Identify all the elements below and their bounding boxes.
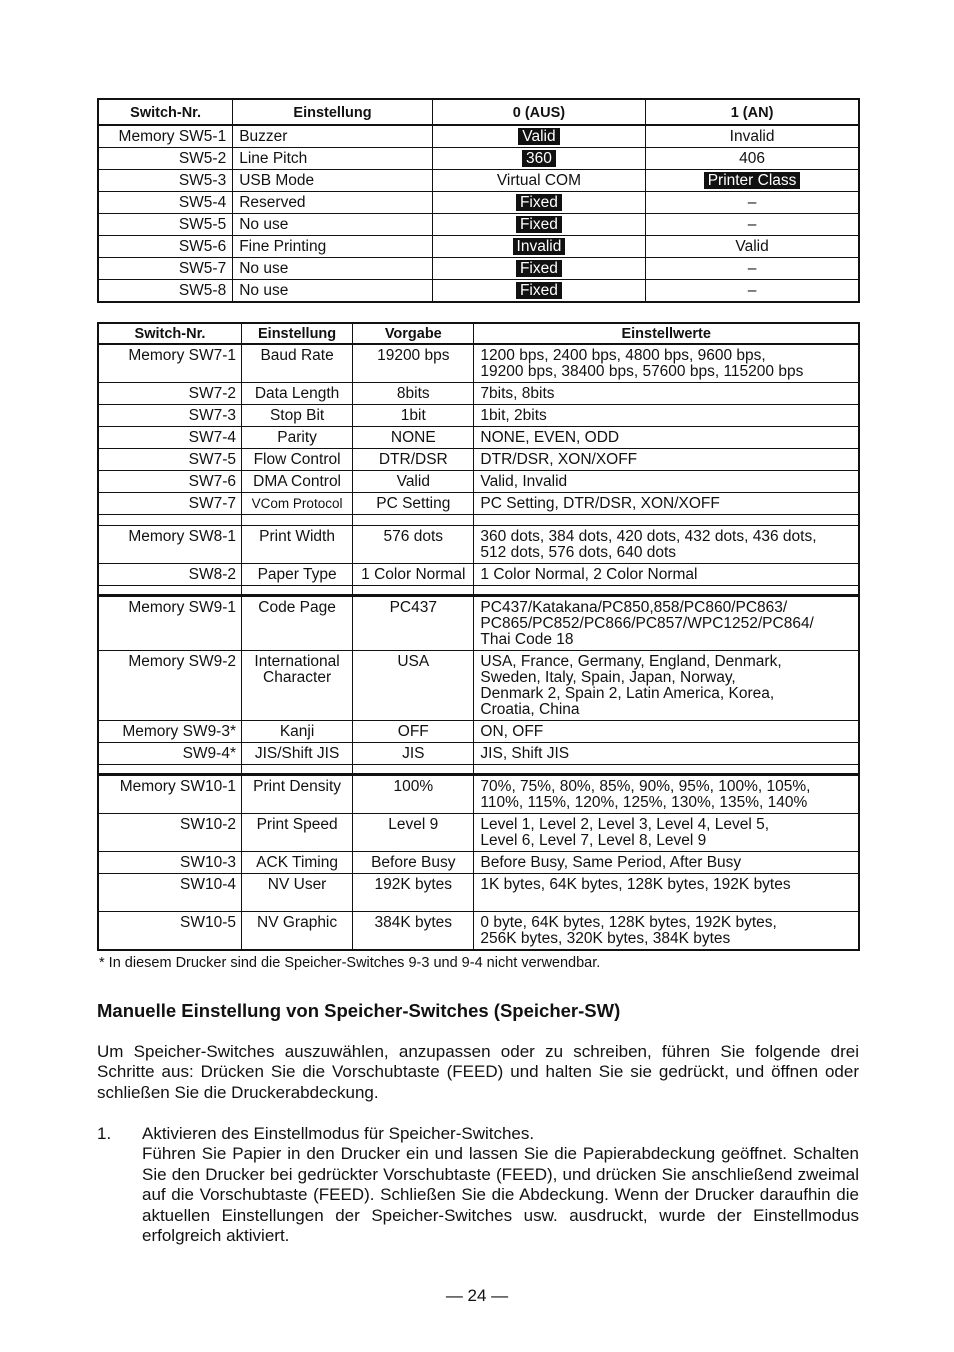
on-cell: 406 [646, 148, 859, 170]
setting-cell: Kanji [242, 721, 353, 743]
setting-cell: Fine Printing [233, 236, 433, 258]
default-highlight: Fixed [516, 216, 562, 233]
spacer-row [98, 515, 859, 526]
setting-cell: DMA Control [242, 471, 353, 493]
values-cell [474, 775, 859, 814]
setting-cell: VCom Protocol [242, 493, 353, 515]
spacer-cell [98, 765, 242, 775]
default-highlight: Fixed [516, 260, 562, 277]
setting-line: International [254, 653, 340, 670]
on-cell: – [646, 214, 859, 236]
switch-cell: SW10-4 [98, 874, 242, 912]
switch-cell: Memory SW9-1 [98, 596, 242, 651]
page-number: — 24 — [445, 1286, 509, 1305]
spacer-row [98, 586, 859, 596]
spacer-cell [242, 765, 353, 775]
off-cell [432, 148, 645, 170]
table-row [98, 214, 859, 236]
switch-cell: SW9-4* [98, 743, 242, 765]
switch-cell: SW10-3 [98, 852, 242, 874]
default-highlight: Fixed [516, 282, 562, 299]
spacer-cell [242, 515, 353, 526]
on-cell: – [646, 280, 859, 303]
switch-cell: SW5-4 [98, 192, 233, 214]
values-cell: PC Setting, DTR/DSR, XON/XOFF [474, 493, 859, 515]
spacer-row [98, 765, 859, 775]
off-cell [432, 125, 645, 148]
values-line: Sweden, Italy, Spain, Japan, Norway, [480, 669, 736, 686]
table-row [98, 471, 859, 493]
default-cell: 384K bytes [353, 912, 474, 951]
setting-cell: Baud Rate [242, 344, 353, 383]
table-row [98, 170, 859, 192]
table-row [98, 344, 859, 383]
header-default: Vorgabe [353, 323, 474, 344]
off-cell [432, 192, 645, 214]
table-row [98, 280, 859, 303]
default-cell: PC Setting [353, 493, 474, 515]
switch-cell: SW5-3 [98, 170, 233, 192]
on-cell: Valid [646, 236, 859, 258]
table-row [98, 427, 859, 449]
default-cell: Valid [353, 471, 474, 493]
table-header-row [98, 99, 859, 125]
spacer-cell [98, 586, 242, 596]
default-cell: 100% [353, 775, 474, 814]
switch-cell: SW5-2 [98, 148, 233, 170]
step-body: Führen Sie Papier in den Drucker ein und lassen Sie die Papierabdeckung geöffnet. Schalten Sie den Drucker bei gedrückter Vorschubtaste (FEED), und drücken Sie anschließend zweimal auf die Vorschubtaste (FEED). Schließen Sie die Abdeckung. Wenn der Drucker daraufhin die aktuellen Einstellungen der Speicher-Switches usw. ausdruckt, wurde der Einstellmodus erfolgreich aktiviert. [142, 1144, 859, 1246]
setting-cell: Line Pitch [233, 148, 433, 170]
default-cell: 8bits [353, 383, 474, 405]
off-cell [432, 280, 645, 303]
values-line: 19200 bps, 38400 bps, 57600 bps, 115200 bps [480, 363, 804, 380]
switch-cell: Memory SW10-1 [98, 775, 242, 814]
off-cell [432, 214, 645, 236]
setting-cell: Buzzer [233, 125, 433, 148]
off-cell [432, 236, 645, 258]
table-row [98, 743, 859, 765]
table-row [98, 874, 859, 912]
memory-sw5-table [97, 98, 860, 303]
on-cell: – [646, 192, 859, 214]
values-line: 512 dots, 576 dots, 640 dots [480, 544, 677, 561]
switch-cell: SW10-5 [98, 912, 242, 951]
switch-cell: SW10-2 [98, 814, 242, 852]
intro-paragraph: Um Speicher-Switches auszuwählen, anzupassen oder zu schreiben, führen Sie folgende drei Schritte aus: Drücken Sie die Vorschubtaste (FEED) und halten Sie sie gedrückt, und öffnen oder schließen Sie die Druckerabdeckung. [97, 1042, 859, 1102]
values-cell: ON, OFF [474, 721, 859, 743]
header-switch: Switch-Nr. [98, 323, 242, 344]
setting-cell: Paper Type [242, 564, 353, 586]
table-row [98, 192, 859, 214]
values-line: Denmark 2, Spain 2, Latin America, Korea, [480, 685, 775, 702]
default-cell: 576 dots [353, 526, 474, 564]
setting-cell: No use [233, 258, 433, 280]
header-setting: Einstellung [233, 99, 433, 125]
switch-cell: SW8-2 [98, 564, 242, 586]
table-row [98, 721, 859, 743]
header-on: 1 (AN) [646, 99, 859, 125]
setting-line: Character [263, 669, 332, 686]
memory-sw7-10-table [97, 322, 860, 951]
default-cell: NONE [353, 427, 474, 449]
setting-cell: Code Page [242, 596, 353, 651]
values-cell: 7bits, 8bits [474, 383, 859, 405]
setting-cell [242, 651, 353, 721]
values-line: USA, France, Germany, England, Denmark, [480, 653, 782, 670]
switch-cell: SW5-5 [98, 214, 233, 236]
on-cell: – [646, 258, 859, 280]
on-cell [646, 170, 859, 192]
values-line: PC865/PC852/PC866/PC857/WPC1252/PC864/ [480, 615, 814, 632]
values-cell: Valid, Invalid [474, 471, 859, 493]
switch-cell: Memory SW9-3* [98, 721, 242, 743]
table-row [98, 148, 859, 170]
table-row [98, 449, 859, 471]
table-footnote: * In diesem Drucker sind die Speicher-Switches 9-3 und 9-4 nicht verwendbar. [99, 955, 601, 971]
values-line: 360 dots, 384 dots, 420 dots, 432 dots, 436 dots, [480, 528, 817, 545]
values-line: Level 1, Level 2, Level 3, Level 4, Level 5, [480, 816, 770, 833]
table-row [98, 493, 859, 515]
header-values: Einstellwerte [474, 323, 859, 344]
values-line: 256K bytes, 320K bytes, 384K bytes [480, 930, 731, 947]
table-row [98, 405, 859, 427]
section-heading: Manuelle Einstellung von Speicher-Switches (Speicher-SW) [97, 1000, 621, 1021]
off-cell [432, 258, 645, 280]
values-line: 0 byte, 64K bytes, 128K bytes, 192K bytes, [480, 914, 777, 931]
setting-cell: JIS/Shift JIS [242, 743, 353, 765]
values-line: Thai Code 18 [480, 631, 574, 648]
switch-prefix: Memory [118, 127, 175, 145]
spacer-cell [474, 586, 859, 596]
off-cell: Virtual COM [432, 170, 645, 192]
setting-cell: Print Speed [242, 814, 353, 852]
values-line: 1200 bps, 2400 bps, 4800 bps, 9600 bps, [480, 347, 766, 364]
default-highlight: Valid [518, 128, 559, 145]
default-highlight: Invalid [513, 238, 566, 255]
spacer-cell [474, 765, 859, 775]
default-cell: Level 9 [353, 814, 474, 852]
values-line: 110%, 115%, 120%, 125%, 130%, 135%, 140% [480, 794, 808, 811]
default-cell: 1 Color Normal [353, 564, 474, 586]
setting-cell: NV Graphic [242, 912, 353, 951]
values-cell [474, 344, 859, 383]
values-cell: Before Busy, Same Period, After Busy [474, 852, 859, 874]
default-cell: JIS [353, 743, 474, 765]
spacer-cell [474, 515, 859, 526]
values-cell: 1bit, 2bits [474, 405, 859, 427]
default-cell: 19200 bps [353, 344, 474, 383]
setting-cell: USB Mode [233, 170, 433, 192]
values-cell [474, 526, 859, 564]
spacer-cell [98, 515, 242, 526]
table-header-row [98, 323, 859, 344]
setting-cell: No use [233, 280, 433, 303]
spacer-cell [242, 586, 353, 596]
default-cell: OFF [353, 721, 474, 743]
default-highlight: 360 [522, 150, 556, 167]
switch-cell: Memory SW7-1 [98, 344, 242, 383]
values-cell [474, 651, 859, 721]
setting-cell: Parity [242, 427, 353, 449]
values-cell [474, 814, 859, 852]
values-cell: JIS, Shift JIS [474, 743, 859, 765]
values-cell [474, 596, 859, 651]
header-off: 0 (AUS) [432, 99, 645, 125]
table-row [98, 564, 859, 586]
switch-cell: SW5-6 [98, 236, 233, 258]
table-row [98, 258, 859, 280]
step-title: Aktivieren des Einstellmodus für Speicher-Switches. [142, 1124, 535, 1143]
setting-cell: Reserved [233, 192, 433, 214]
table-row [98, 526, 859, 564]
default-cell: USA [353, 651, 474, 721]
switch-cell: SW7-6 [98, 471, 242, 493]
default-cell: DTR/DSR [353, 449, 474, 471]
setting-cell: ACK Timing [242, 852, 353, 874]
setting-cell: Print Density [242, 775, 353, 814]
switch-cell [98, 125, 233, 148]
default-highlight: Fixed [516, 194, 562, 211]
table-row [98, 596, 859, 651]
table-row [98, 852, 859, 874]
values-line: Croatia, China [480, 701, 580, 718]
table-row [98, 814, 859, 852]
table-row [98, 912, 859, 951]
table-row [98, 775, 859, 814]
values-line: 70%, 75%, 80%, 85%, 90%, 95%, 100%, 105%, [480, 778, 811, 795]
header-switch: Switch-Nr. [98, 99, 233, 125]
default-cell: 192K bytes [353, 874, 474, 912]
header-setting: Einstellung [242, 323, 353, 344]
switch-cell: Memory SW8-1 [98, 526, 242, 564]
default-cell: Before Busy [353, 852, 474, 874]
table-row [98, 236, 859, 258]
switch-cell: SW5-7 [98, 258, 233, 280]
table-row [98, 651, 859, 721]
table-row [98, 125, 859, 148]
setting-cell: Flow Control [242, 449, 353, 471]
spacer-cell [353, 586, 474, 596]
step-number: 1. [97, 1124, 112, 1143]
switch-cell: Memory SW9-2 [98, 651, 242, 721]
values-line: PC437/Katakana/PC850,858/PC860/PC863/ [480, 599, 788, 616]
values-cell: 1K bytes, 64K bytes, 128K bytes, 192K bytes [474, 874, 859, 912]
switch-cell: SW7-2 [98, 383, 242, 405]
default-cell: 1bit [353, 405, 474, 427]
switch-cell: SW7-5 [98, 449, 242, 471]
values-cell: 1 Color Normal, 2 Color Normal [474, 564, 859, 586]
default-cell: PC437 [353, 596, 474, 651]
step-1 [142, 1124, 859, 1246]
values-cell: NONE, EVEN, ODD [474, 427, 859, 449]
spacer-cell [353, 515, 474, 526]
default-highlight: Printer Class [704, 172, 801, 189]
on-cell: Invalid [646, 125, 859, 148]
switch-cell: SW5-8 [98, 280, 233, 303]
setting-cell: Stop Bit [242, 405, 353, 427]
switch-cell: SW7-3 [98, 405, 242, 427]
switch-cell: SW7-4 [98, 427, 242, 449]
switch-id: SW5-1 [178, 127, 227, 145]
spacer-cell [353, 765, 474, 775]
setting-cell: Print Width [242, 526, 353, 564]
values-cell [474, 912, 859, 951]
table-row [98, 383, 859, 405]
setting-cell: No use [233, 214, 433, 236]
values-line: Level 6, Level 7, Level 8, Level 9 [480, 832, 707, 849]
setting-cell: Data Length [242, 383, 353, 405]
setting-cell: NV User [242, 874, 353, 912]
values-cell: DTR/DSR, XON/XOFF [474, 449, 859, 471]
switch-cell: SW7-7 [98, 493, 242, 515]
